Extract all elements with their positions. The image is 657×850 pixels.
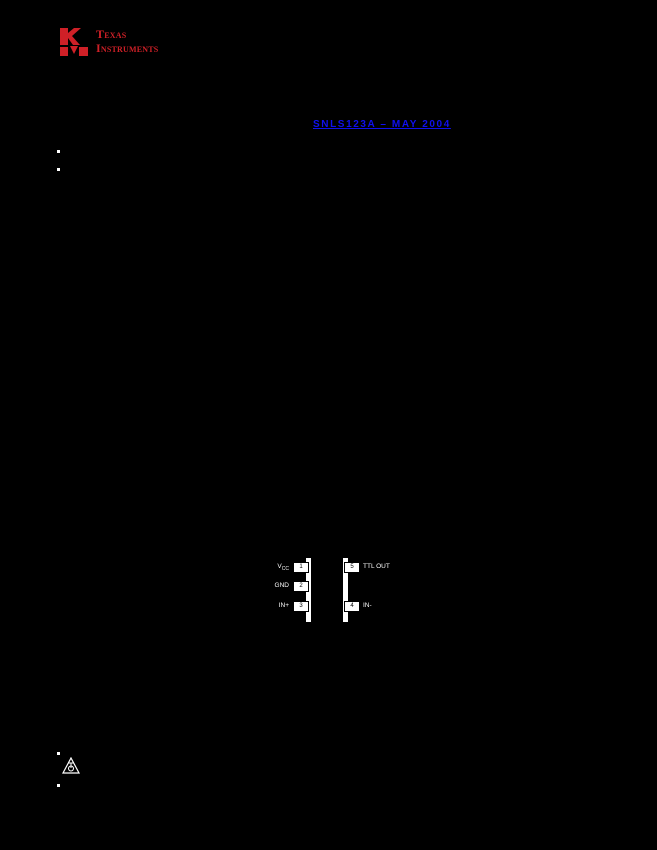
list-bullet xyxy=(57,168,60,171)
ti-logo-icon xyxy=(58,26,92,60)
pin-label-vcc: $V_{CC}$ xyxy=(277,563,289,572)
list-bullet xyxy=(57,150,60,153)
ti-logo-wordmark xyxy=(96,28,194,60)
ti-logo-line1: Texas xyxy=(96,27,127,41)
package-notch xyxy=(311,557,343,623)
pin-label-in-plus: IN+ xyxy=(278,602,289,609)
ti-logo xyxy=(58,26,194,62)
pin-label-gnd: GND xyxy=(274,582,289,589)
pin-3: 3 xyxy=(293,601,309,612)
pin-5: 5 xyxy=(344,562,360,573)
document-reference-link[interactable]: SNLS123A – MAY 2004 xyxy=(313,119,451,130)
pin-4: 4 xyxy=(344,601,360,612)
pinout-diagram xyxy=(274,557,390,623)
pin-label-in-minus: IN- xyxy=(363,602,372,609)
pin-label-ttl-out: TTL OUT xyxy=(363,563,390,570)
warning-triangle-icon xyxy=(62,757,80,774)
list-bullet xyxy=(57,784,60,787)
ti-logo-line2: Instruments xyxy=(96,41,159,55)
pin-1: 1 xyxy=(293,562,309,573)
list-bullet xyxy=(57,752,60,755)
pin-2: 2 xyxy=(293,581,309,592)
